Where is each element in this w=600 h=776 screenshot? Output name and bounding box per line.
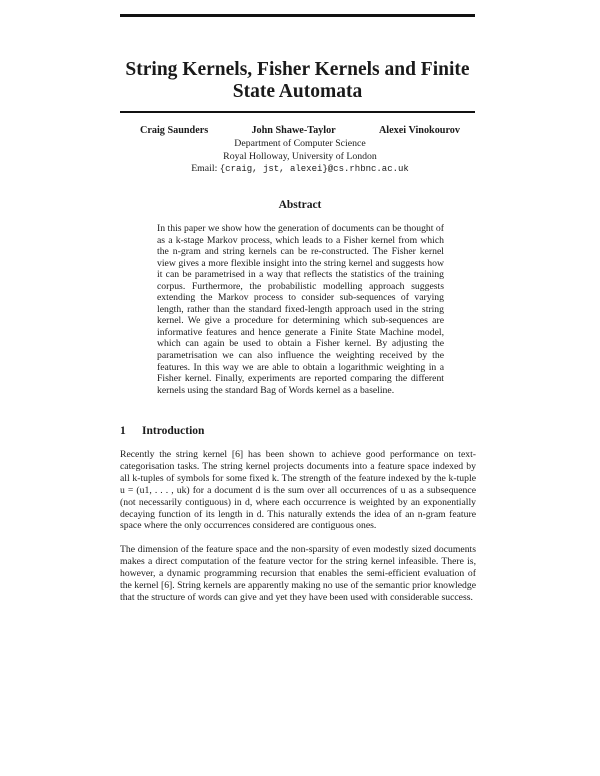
author-email	[150, 163, 450, 176]
title-rule-bottom	[120, 111, 475, 113]
body-paragraph: Recently the string kernel [6] has been shown to achieve good performance on text-categorisation tasks. The string kernel projects documents into a feature space indexed by all k-tuples of symbols for some fixed k. The strength of the feature indexed by the k-tuple u = (u1, . . . , uk) for a document d is the sum over all occurrences of u as a subsequence (not necessarily contiguous) in d, where each occurrence is weighted by an exponentially decaying function of its length in d. This naturally extends the idea of an n-gram feature space where the only occurrences considered are contiguous ones.	[120, 449, 476, 532]
title-rule-top	[120, 14, 475, 17]
email-address: {craig, jst, alexei}@cs.rhbnc.ac.uk	[219, 164, 409, 174]
body-paragraph: The dimension of the feature space and the non-sparsity of even modestly sized documents makes a direct computation of the feature vector for the string kernel infeasible. There is, however, a dynamic programming recursion that enables the semi-efficient evaluation of the kernel [6]. String kernels are apparently making no use of the semantic prior knowledge that the structure of words can give and yet they have been used with considerable success.	[120, 544, 476, 603]
abstract-text: In this paper we show how the generation of documents can be thought of as a k-stage Markov process, which leads to a Fisher kernel from which the n-gram and string kernels can be re-constructed. The Fisher kernel view gives a more flexible insight into the string kernel and suggests how it can be parametrised in a way that reflects the statistics of the training corpus. Furthermore, the probabilistic modelling approach suggests extending the Markov process to consider sub-sequences of varying length, rather than the standard fixed-length approach used in the string kernel. We give a procedure for determining which sub-sequences are informative features and hence generate a Finite State Machine model, which can again be used to obtain a Fisher kernel. By adjusting the parametrisation we can also influence the weighting received by the features. In this way we are able to obtain a logarithmic weighting in a Fisher kernel. Finally, experiments are reported comparing the different kernels using the standard Bag of Words kernel as a baseline.	[157, 223, 444, 396]
affiliation-department: Department of Computer Science	[234, 138, 366, 149]
author-name: Craig Saunders	[140, 125, 209, 136]
paper-title: String Kernels, Fisher Kernels and Finite State Automata	[125, 59, 470, 103]
section-heading	[120, 425, 480, 437]
section-number: 1	[120, 425, 126, 437]
section-title: Introduction	[142, 425, 205, 437]
author-list	[140, 125, 460, 136]
email-label: Email:	[191, 163, 218, 174]
affiliation-university: Royal Holloway, University of London	[223, 151, 377, 162]
abstract-heading: Abstract	[278, 199, 322, 211]
author-name: Alexei Vinokourov	[378, 125, 460, 136]
author-name: John Shawe-Taylor	[251, 125, 336, 136]
